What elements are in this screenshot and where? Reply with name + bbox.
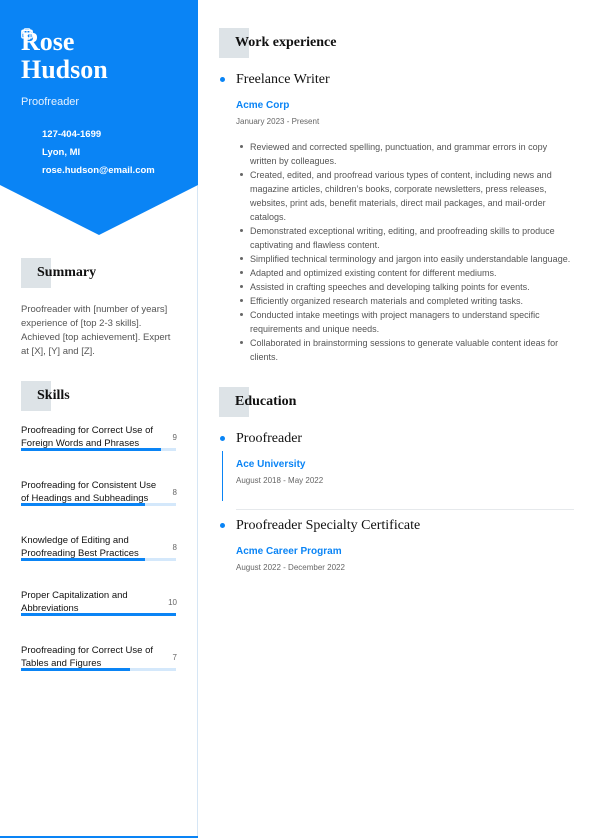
- skill-level: 8: [172, 543, 177, 552]
- work-experience-section: [219, 28, 574, 364]
- skill-level: 8: [172, 488, 177, 497]
- skills-list: [21, 425, 177, 700]
- map-card-icon: [23, 146, 35, 158]
- summary-section: [21, 258, 177, 359]
- school-name: Acme Career Program: [236, 546, 342, 557]
- achievement-item: Simplified technical terminology and jargon into easily understandable language.: [236, 252, 574, 266]
- skill-level: 9: [172, 433, 177, 442]
- envelope-icon: [23, 164, 35, 176]
- achievement-item: Created, edited, and proofread various types of content, including news and magazine articles, children’s books, corporate newsletters, press releases, websites, print ads, benefit materials, direct mail packages, and mail-order catalogs.: [236, 168, 574, 224]
- achievement-item: Conducted intake meetings with project managers to understand specific requirements and unique needs.: [236, 308, 574, 336]
- education-dates: August 2018 - May 2022: [236, 476, 324, 485]
- skill-name: Knowledge of Editing and Proofreading Best Practices: [21, 535, 139, 559]
- location-text: Lyon, MI: [42, 146, 81, 158]
- email-text[interactable]: rose.hudson@email.com: [42, 164, 155, 176]
- skill-name: Proper Capitalization and Abbreviations: [21, 590, 128, 614]
- skill-bar-fill: [21, 503, 145, 506]
- contact-phone: [21, 125, 191, 143]
- skill-level: 7: [172, 653, 177, 662]
- profile-header: [0, 0, 198, 235]
- skill-name: Proofreading for Consistent Use of Headings and Subheadings: [21, 480, 157, 504]
- achievement-item: Reviewed and corrected spelling, punctuation, and grammar errors in copy written by colleagues.: [236, 140, 574, 168]
- skill-bar: [21, 613, 176, 616]
- summary-text: Proofreader with [number of years] experience of [top 2-3 skills]. Achieved [top achievement]. Expert at [X], [Y] and [Z].: [21, 304, 171, 357]
- skill-item: [21, 590, 177, 645]
- company-name: Acme Corp: [236, 100, 290, 111]
- contact-list: [21, 125, 191, 179]
- main-content: [219, 28, 574, 572]
- phone-icon: [23, 128, 35, 140]
- entry-bullet: [220, 77, 225, 82]
- achievement-item: Efficiently organized research materials and completed writing tasks.: [236, 294, 574, 308]
- education-section: [219, 387, 574, 572]
- achievement-list: [236, 140, 574, 364]
- entry-bullet: [220, 523, 225, 528]
- contact-email: [21, 161, 191, 179]
- achievement-item: Adapted and optimized existing content for different mediums.: [236, 266, 574, 280]
- first-name: Rose: [21, 27, 75, 56]
- education-entry: [219, 518, 574, 572]
- skill-bar: [21, 503, 176, 506]
- skill-bar-fill: [21, 668, 130, 671]
- skill-bar-fill: [21, 448, 161, 451]
- sidebar: [0, 0, 198, 838]
- school-name: Ace University: [236, 459, 306, 470]
- entry-divider: [236, 509, 574, 510]
- skill-bar: [21, 448, 176, 451]
- degree-name: Proofreader: [236, 431, 303, 446]
- skill-item: [21, 425, 177, 480]
- achievement-item: Assisted in crafting speeches and developing talking points for events.: [236, 280, 574, 294]
- skills-title: Skills: [37, 388, 70, 403]
- person-name: [21, 28, 191, 84]
- last-name: Hudson: [21, 55, 108, 84]
- education-dates: August 2022 - December 2022: [236, 563, 345, 572]
- entry-bullet: [220, 436, 225, 441]
- summary-heading: [21, 258, 177, 288]
- skills-section: [21, 381, 177, 700]
- work-title: Work experience: [235, 35, 337, 50]
- skill-item: [21, 645, 177, 700]
- skill-bar: [21, 668, 176, 671]
- skill-item: [21, 480, 177, 535]
- education-heading: [219, 387, 574, 417]
- education-title: Education: [235, 394, 297, 409]
- work-entry: [219, 72, 574, 364]
- contact-location: [21, 143, 191, 161]
- skill-name: Proofreading for Correct Use of Foreign Words and Phrases: [21, 425, 154, 449]
- phone-text[interactable]: 127-404-1699: [42, 128, 102, 140]
- summary-title: Summary: [37, 265, 97, 280]
- skill-level: 10: [168, 598, 177, 607]
- skill-name: Proofreading for Correct Use of Tables and Figures: [21, 645, 154, 669]
- degree-name: Proofreader Specialty Certificate: [236, 518, 421, 533]
- skill-bar: [21, 558, 176, 561]
- job-role: Freelance Writer: [236, 72, 330, 87]
- work-heading: [219, 28, 574, 58]
- skill-bar-fill: [21, 558, 145, 561]
- achievement-item: Collaborated in brainstorming sessions to generate valuable content ideas for clients.: [236, 336, 574, 364]
- education-entry: [219, 431, 574, 509]
- job-title: Proofreader: [21, 96, 80, 108]
- skills-heading: [21, 381, 177, 411]
- timeline-line: [222, 451, 223, 501]
- skill-bar-fill: [21, 613, 176, 616]
- achievement-item: Demonstrated exceptional writing, editing, and proofreading skills to produce captivating and flawless content.: [236, 224, 574, 252]
- job-dates: January 2023 - Present: [236, 117, 320, 126]
- skill-item: [21, 535, 177, 590]
